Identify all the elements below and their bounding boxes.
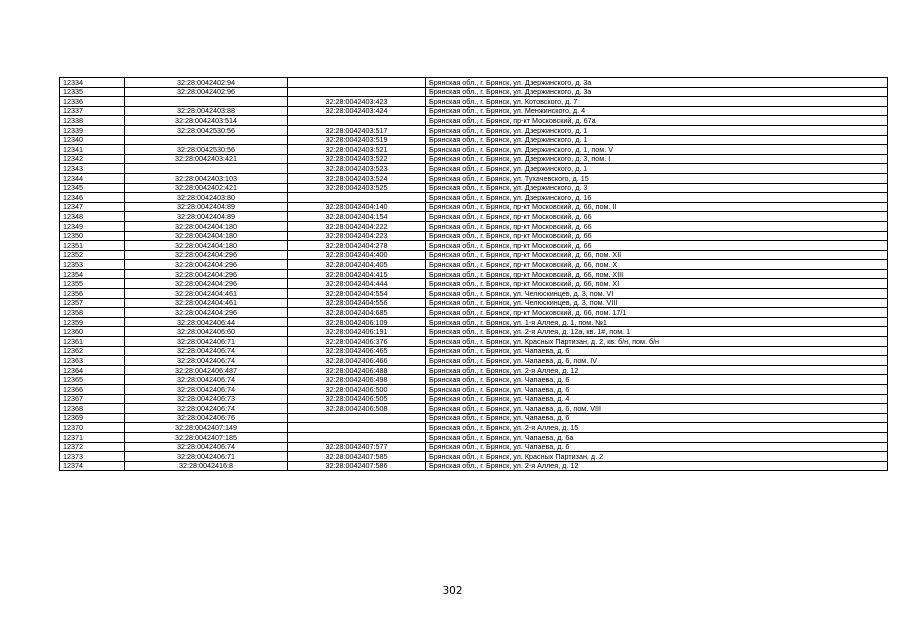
object-cadastral-number-cell: 32:28:0042406:376 xyxy=(288,337,426,347)
table-row xyxy=(60,356,888,366)
object-cadastral-number-cell xyxy=(288,432,426,442)
land-cadastral-number-cell: 32:28:0042403:103 xyxy=(125,173,288,183)
address-cell: Брянская обл., г. Брянск, пр-кт Московский, д. 66, пом. X xyxy=(426,260,888,270)
land-cadastral-number-cell: 32:28:0042406:74 xyxy=(125,385,288,395)
table-row xyxy=(60,337,888,347)
land-cadastral-number-cell: 32:28:0042530:56 xyxy=(125,145,288,155)
address-cell: Брянская обл., г. Брянск, ул. Чапаева, д. 6 xyxy=(426,442,888,452)
table-row xyxy=(60,404,888,414)
address-cell: Брянская обл., г. Брянск, пр-кт Московский, д. 66, пом. XIII xyxy=(426,269,888,279)
object-cadastral-number-cell: 32:28:0042406:498 xyxy=(288,375,426,385)
object-cadastral-number-cell: 32:28:0042404:685 xyxy=(288,308,426,318)
land-cadastral-number-cell: 32:28:0042416:8 xyxy=(125,461,288,471)
table-row xyxy=(60,125,888,135)
land-cadastral-number-cell xyxy=(125,97,288,107)
land-cadastral-number-cell: 32:28:0042402:94 xyxy=(125,78,288,88)
object-cadastral-number-cell: 32:28:0042406:109 xyxy=(288,317,426,327)
table-row xyxy=(60,442,888,452)
object-cadastral-number-cell: 32:28:0042403:519 xyxy=(288,135,426,145)
object-cadastral-number-cell: 32:28:0042406:508 xyxy=(288,404,426,414)
table-row xyxy=(60,452,888,462)
land-cadastral-number-cell: 32:28:0042402:421 xyxy=(125,183,288,193)
table-row xyxy=(60,135,888,145)
land-cadastral-number-cell: 32:28:0042403:514 xyxy=(125,116,288,126)
land-cadastral-number-cell: 32:28:0042404:89 xyxy=(125,212,288,222)
row-number-cell: 12355 xyxy=(60,279,125,289)
address-cell: Брянская обл., г. Брянск, пр-кт Московский, д. 66, пом. XI xyxy=(426,279,888,289)
land-cadastral-number-cell: 32:28:0042404:296 xyxy=(125,250,288,260)
land-cadastral-number-cell: 32:28:0042406:487 xyxy=(125,365,288,375)
table-row xyxy=(60,308,888,318)
row-number-cell: 12359 xyxy=(60,317,125,327)
address-cell: Брянская обл., г. Брянск, ул. Чапаева, д. 6, пом. IV xyxy=(426,356,888,366)
object-cadastral-number-cell: 32:28:0042406:466 xyxy=(288,356,426,366)
table-row xyxy=(60,365,888,375)
row-number-cell: 12347 xyxy=(60,202,125,212)
table-row xyxy=(60,346,888,356)
row-number-cell: 12366 xyxy=(60,385,125,395)
land-cadastral-number-cell: 32:28:0042406:76 xyxy=(125,413,288,423)
table-row xyxy=(60,461,888,471)
table-row xyxy=(60,317,888,327)
land-cadastral-number-cell: 32:28:0042403:88 xyxy=(125,106,288,116)
row-number-cell: 12343 xyxy=(60,164,125,174)
table-row xyxy=(60,183,888,193)
table-row xyxy=(60,202,888,212)
table-row xyxy=(60,394,888,404)
row-number-cell: 12357 xyxy=(60,298,125,308)
object-cadastral-number-cell: 32:28:0042403:424 xyxy=(288,106,426,116)
object-cadastral-number-cell: 32:28:0042404:554 xyxy=(288,289,426,299)
address-cell: Брянская обл., г. Брянск, ул. Тухачевского, д. 15 xyxy=(426,173,888,183)
table-row xyxy=(60,193,888,203)
land-cadastral-number-cell: 32:28:0042406:74 xyxy=(125,356,288,366)
address-cell: Брянская обл., г. Брянск, ул. Дзержинского, д. 1, пом. V xyxy=(426,145,888,155)
object-cadastral-number-cell xyxy=(288,116,426,126)
table-row xyxy=(60,289,888,299)
address-cell: Брянская обл., г. Брянск, ул. Дзержинского, д. 3 xyxy=(426,183,888,193)
object-cadastral-number-cell: 32:28:0042403:524 xyxy=(288,173,426,183)
address-cell: Брянская обл., г. Брянск, ул. Чапаева, д. 6 xyxy=(426,385,888,395)
row-number-cell: 12372 xyxy=(60,442,125,452)
table-row xyxy=(60,145,888,155)
address-cell: Брянская обл., г. Брянск, ул. Дзержинского, д. 3а xyxy=(426,87,888,97)
object-cadastral-number-cell: 32:28:0042403:523 xyxy=(288,164,426,174)
object-cadastral-number-cell xyxy=(288,78,426,88)
row-number-cell: 12336 xyxy=(60,97,125,107)
object-cadastral-number-cell xyxy=(288,423,426,433)
address-cell: Брянская обл., г. Брянск, ул. 2-я Аллея, д. 15 xyxy=(426,423,888,433)
object-cadastral-number-cell: 32:28:0042404:223 xyxy=(288,231,426,241)
address-cell: Брянская обл., г. Брянск, пр-кт Московский, д. 66 xyxy=(426,221,888,231)
row-number-cell: 12353 xyxy=(60,260,125,270)
row-number-cell: 12356 xyxy=(60,289,125,299)
address-cell: Брянская обл., г. Брянск, ул. Чапаева, д. 6, пом. VIII xyxy=(426,404,888,414)
object-cadastral-number-cell: 32:28:0042406:488 xyxy=(288,365,426,375)
row-number-cell: 12358 xyxy=(60,308,125,318)
land-cadastral-number-cell: 32:28:0042406:44 xyxy=(125,317,288,327)
row-number-cell: 12348 xyxy=(60,212,125,222)
object-cadastral-number-cell: 32:28:0042404:444 xyxy=(288,279,426,289)
land-cadastral-number-cell: 32:28:0042406:73 xyxy=(125,394,288,404)
row-number-cell: 12361 xyxy=(60,337,125,347)
address-cell: Брянская обл., г. Брянск, ул. Дзержинского, д. 16 xyxy=(426,193,888,203)
object-cadastral-number-cell xyxy=(288,87,426,97)
object-cadastral-number-cell: 32:28:0042406:500 xyxy=(288,385,426,395)
land-cadastral-number-cell: 32:28:0042406:74 xyxy=(125,346,288,356)
table-row xyxy=(60,164,888,174)
address-cell: Брянская обл., г. Брянск, пр-кт Московский, д. 67а xyxy=(426,116,888,126)
land-cadastral-number-cell: 32:28:0042404:296 xyxy=(125,279,288,289)
address-cell: Брянская обл., г. Брянск, ул. Дзержинского, д. 1 xyxy=(426,164,888,174)
object-cadastral-number-cell: 32:28:0042407:585 xyxy=(288,452,426,462)
row-number-cell: 12365 xyxy=(60,375,125,385)
land-cadastral-number-cell: 32:28:0042403:80 xyxy=(125,193,288,203)
address-cell: Брянская обл., г. Брянск, ул. Чапаева, д. 6а xyxy=(426,432,888,442)
table-row xyxy=(60,231,888,241)
object-cadastral-number-cell xyxy=(288,193,426,203)
object-cadastral-number-cell xyxy=(288,413,426,423)
object-cadastral-number-cell: 32:28:0042403:522 xyxy=(288,154,426,164)
row-number-cell: 12349 xyxy=(60,221,125,231)
land-cadastral-number-cell: 32:28:0042407:149 xyxy=(125,423,288,433)
table-row xyxy=(60,423,888,433)
object-cadastral-number-cell: 32:28:0042403:525 xyxy=(288,183,426,193)
address-cell: Брянская обл., г. Брянск, пр-кт Московский, д. 66 xyxy=(426,241,888,251)
address-cell: Брянская обл., г. Брянск, ул. 2-я Аллея, д. 12 xyxy=(426,365,888,375)
object-cadastral-number-cell: 32:28:0042404:415 xyxy=(288,269,426,279)
land-cadastral-number-cell: 32:28:0042404:461 xyxy=(125,298,288,308)
address-cell: Брянская обл., г. Брянск, пр-кт Московский, д. 66, пом. XII xyxy=(426,250,888,260)
row-number-cell: 12369 xyxy=(60,413,125,423)
table-row xyxy=(60,432,888,442)
land-cadastral-number-cell: 32:28:0042406:71 xyxy=(125,452,288,462)
land-cadastral-number-cell: 32:28:0042404:296 xyxy=(125,269,288,279)
address-cell: Брянская обл., г. Брянск, ул. Челюскинцев, д. 3, пом. VI xyxy=(426,289,888,299)
table-row xyxy=(60,154,888,164)
object-cadastral-number-cell: 32:28:0042406:191 xyxy=(288,327,426,337)
object-cadastral-number-cell: 32:28:0042404:405 xyxy=(288,260,426,270)
object-cadastral-number-cell: 32:28:0042403:521 xyxy=(288,145,426,155)
address-cell: Брянская обл., г. Брянск, ул. Чапаева, д. 4 xyxy=(426,394,888,404)
row-number-cell: 12367 xyxy=(60,394,125,404)
row-number-cell: 12368 xyxy=(60,404,125,414)
address-cell: Брянская обл., г. Брянск, ул. Котовского, д. 7 xyxy=(426,97,888,107)
table-row xyxy=(60,385,888,395)
row-number-cell: 12373 xyxy=(60,452,125,462)
object-cadastral-number-cell: 32:28:0042403:423 xyxy=(288,97,426,107)
address-cell: Брянская обл., г. Брянск, ул. Чапаева, д. 6 xyxy=(426,375,888,385)
land-cadastral-number-cell: 32:28:0042406:74 xyxy=(125,375,288,385)
row-number-cell: 12350 xyxy=(60,231,125,241)
row-number-cell: 12340 xyxy=(60,135,125,145)
table-row xyxy=(60,221,888,231)
row-number-cell: 12341 xyxy=(60,145,125,155)
object-cadastral-number-cell: 32:28:0042406:505 xyxy=(288,394,426,404)
row-number-cell: 12339 xyxy=(60,125,125,135)
row-number-cell: 12364 xyxy=(60,365,125,375)
table-row xyxy=(60,375,888,385)
row-number-cell: 12338 xyxy=(60,116,125,126)
land-cadastral-number-cell: 32:28:0042406:74 xyxy=(125,442,288,452)
land-cadastral-number-cell: 32:28:0042404:89 xyxy=(125,202,288,212)
row-number-cell: 12370 xyxy=(60,423,125,433)
address-cell: Брянская обл., г. Брянск, пр-кт Московский, д. 66, пом. II xyxy=(426,202,888,212)
address-cell: Брянская обл., г. Брянск, ул. Челюскинцев, д. 3, пом. VIII xyxy=(426,298,888,308)
row-number-cell: 12360 xyxy=(60,327,125,337)
row-number-cell: 12374 xyxy=(60,461,125,471)
object-cadastral-number-cell: 32:28:0042404:222 xyxy=(288,221,426,231)
table-row xyxy=(60,241,888,251)
table-row xyxy=(60,413,888,423)
row-number-cell: 12354 xyxy=(60,269,125,279)
land-cadastral-number-cell: 32:28:0042404:180 xyxy=(125,241,288,251)
object-cadastral-number-cell: 32:28:0042406:465 xyxy=(288,346,426,356)
row-number-cell: 12363 xyxy=(60,356,125,366)
table-row xyxy=(60,106,888,116)
table-row xyxy=(60,269,888,279)
table-row xyxy=(60,279,888,289)
land-cadastral-number-cell: 32:28:0042407:185 xyxy=(125,432,288,442)
land-cadastral-number-cell: 32:28:0042406:74 xyxy=(125,404,288,414)
address-cell: Брянская обл., г. Брянск, ул. Чапаева, д. 6 xyxy=(426,346,888,356)
table-row xyxy=(60,97,888,107)
table-row xyxy=(60,87,888,97)
table-row xyxy=(60,78,888,88)
address-cell: Брянская обл., г. Брянск, ул. 1-я Аллея, д. 1, пом. №1 xyxy=(426,317,888,327)
land-cadastral-number-cell: 32:28:0042404:296 xyxy=(125,260,288,270)
land-cadastral-number-cell xyxy=(125,164,288,174)
page-number: 302 xyxy=(442,585,463,597)
land-cadastral-number-cell: 32:28:0042403:421 xyxy=(125,154,288,164)
row-number-cell: 12337 xyxy=(60,106,125,116)
address-cell: Брянская обл., г. Брянск, ул. Менжинского, д. 4 xyxy=(426,106,888,116)
row-number-cell: 12371 xyxy=(60,432,125,442)
address-cell: Брянская обл., г. Брянск, ул. Дзержинского, д. 1 xyxy=(426,135,888,145)
table-row xyxy=(60,327,888,337)
address-cell: Брянская обл., г. Брянск, ул. 2-я Аллея, д. 12а, кв. 1#, пом. 1 xyxy=(426,327,888,337)
address-cell: Брянская обл., г. Брянск, ул. Дзержинского, д. 1 xyxy=(426,125,888,135)
table-row xyxy=(60,116,888,126)
row-number-cell: 12335 xyxy=(60,87,125,97)
object-cadastral-number-cell: 32:28:0042404:154 xyxy=(288,212,426,222)
object-cadastral-number-cell: 32:28:0042404:556 xyxy=(288,298,426,308)
row-number-cell: 12346 xyxy=(60,193,125,203)
address-cell: Брянская обл., г. Брянск, ул. Дзержинского, д. 3, пом. I xyxy=(426,154,888,164)
land-cadastral-number-cell: 32:28:0042406:71 xyxy=(125,337,288,347)
row-number-cell: 12352 xyxy=(60,250,125,260)
object-cadastral-number-cell: 32:28:0042407:586 xyxy=(288,461,426,471)
land-cadastral-number-cell: 32:28:0042404:296 xyxy=(125,308,288,318)
land-cadastral-number-cell: 32:28:0042530:56 xyxy=(125,125,288,135)
table-row xyxy=(60,250,888,260)
address-cell: Брянская обл., г. Брянск, пр-кт Московский, д. 66 xyxy=(426,231,888,241)
land-cadastral-number-cell xyxy=(125,135,288,145)
address-cell: Брянская обл., г. Брянск, пр-кт Московский, д. 66 xyxy=(426,212,888,222)
address-cell: Брянская обл., г. Брянск, ул. Красных Партизан, д. 2, кв. б/н, пом. б/н xyxy=(426,337,888,347)
object-cadastral-number-cell: 32:28:0042404:278 xyxy=(288,241,426,251)
registry-table-body xyxy=(60,78,888,471)
object-cadastral-number-cell: 32:28:0042404:140 xyxy=(288,202,426,212)
registry-table xyxy=(59,77,888,471)
address-cell: Брянская обл., г. Брянск, ул. Чапаева, д. 6 xyxy=(426,413,888,423)
object-cadastral-number-cell: 32:28:0042404:400 xyxy=(288,250,426,260)
land-cadastral-number-cell: 32:28:0042404:180 xyxy=(125,231,288,241)
row-number-cell: 12362 xyxy=(60,346,125,356)
land-cadastral-number-cell: 32:28:0042406:60 xyxy=(125,327,288,337)
row-number-cell: 12344 xyxy=(60,173,125,183)
row-number-cell: 12351 xyxy=(60,241,125,251)
table-row xyxy=(60,260,888,270)
table-row xyxy=(60,173,888,183)
table-row xyxy=(60,212,888,222)
land-cadastral-number-cell: 32:28:0042404:180 xyxy=(125,221,288,231)
land-cadastral-number-cell: 32:28:0042402:96 xyxy=(125,87,288,97)
table-row xyxy=(60,298,888,308)
land-cadastral-number-cell: 32:28:0042404:461 xyxy=(125,289,288,299)
row-number-cell: 12345 xyxy=(60,183,125,193)
address-cell: Брянская обл., г. Брянск, ул. Красных Партизан, д. 2 xyxy=(426,452,888,462)
object-cadastral-number-cell: 32:28:0042407:577 xyxy=(288,442,426,452)
row-number-cell: 12334 xyxy=(60,78,125,88)
address-cell: Брянская обл., г. Брянск, пр-кт Московский, д. 66, пом. 17/1 xyxy=(426,308,888,318)
address-cell: Брянская обл., г. Брянск, ул. Дзержинского, д. 3а xyxy=(426,78,888,88)
object-cadastral-number-cell: 32:28:0042403:517 xyxy=(288,125,426,135)
address-cell: Брянская обл., г. Брянск, ул. 2-я Аллея, д. 12 xyxy=(426,461,888,471)
row-number-cell: 12342 xyxy=(60,154,125,164)
